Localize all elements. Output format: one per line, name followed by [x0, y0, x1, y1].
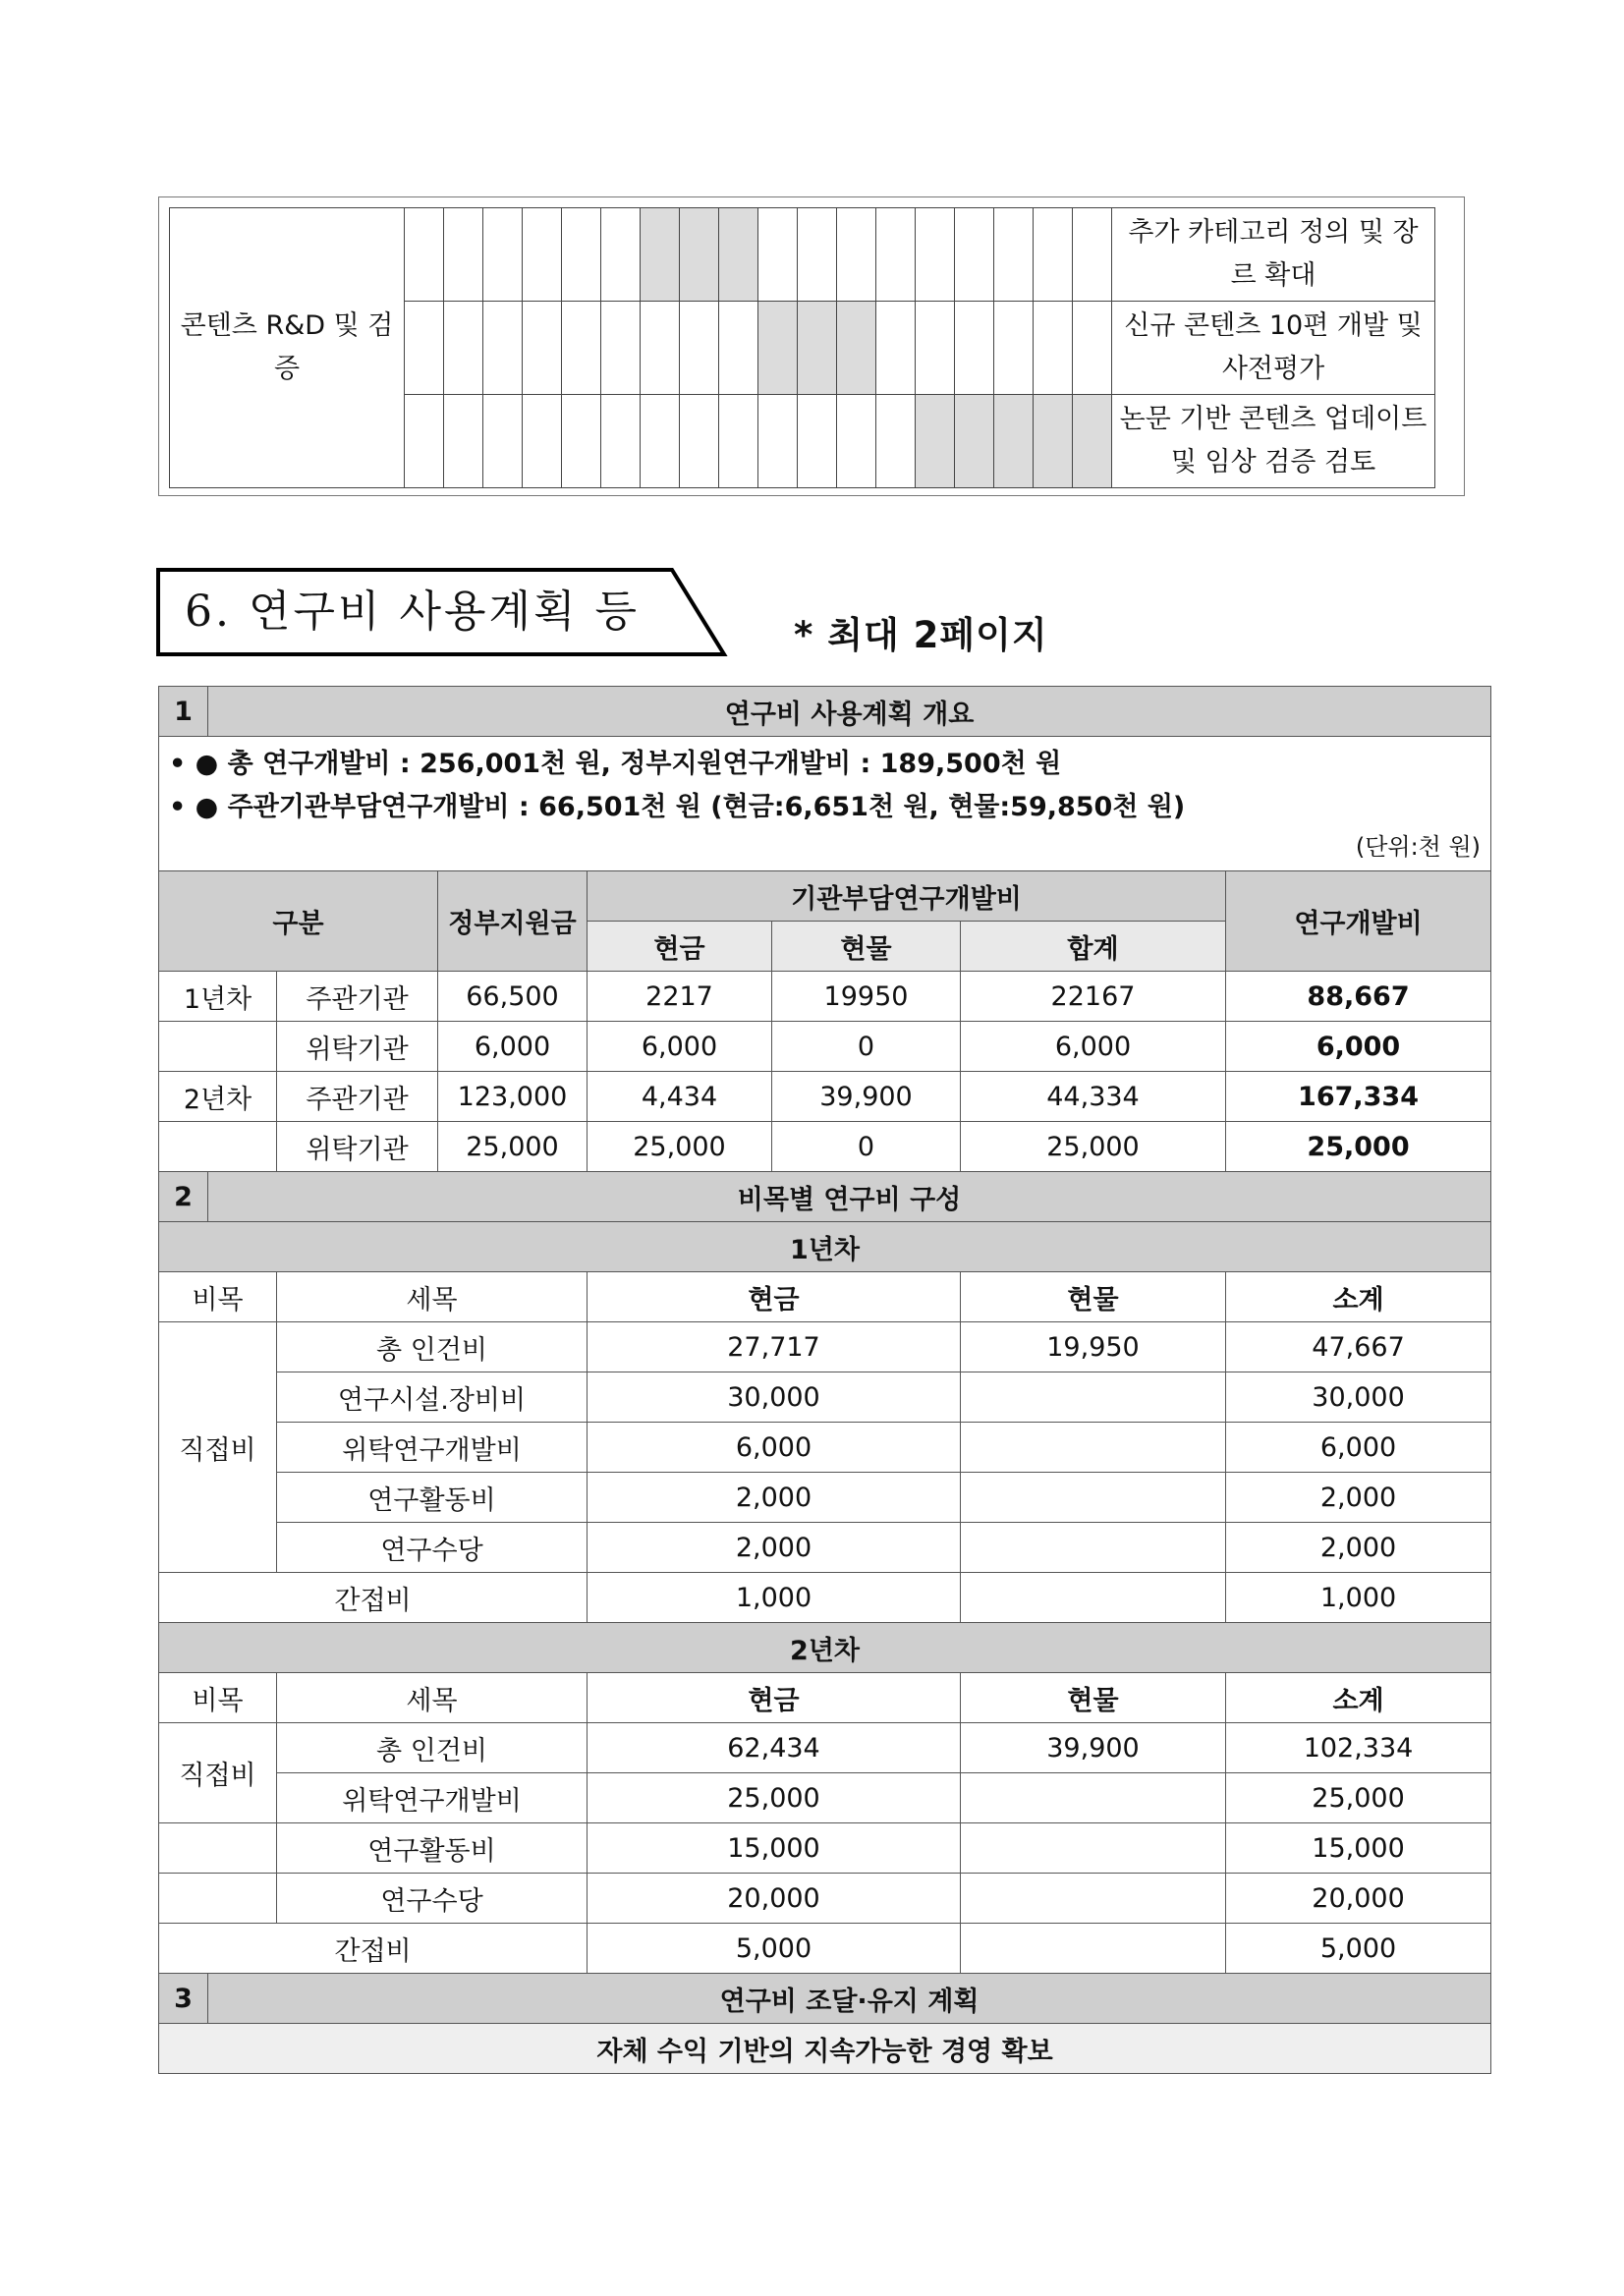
sub-cell: 연구수당	[277, 1523, 588, 1573]
kind-cell: 19,950	[961, 1322, 1226, 1372]
subtotal-cell: 1,000	[1226, 1573, 1491, 1623]
schedule-cell	[876, 395, 916, 488]
subtotal-cell: 102,334	[1226, 1723, 1491, 1773]
cash-cell: 27,717	[588, 1322, 961, 1372]
col-header-cash: 현금	[588, 1673, 961, 1723]
schedule-cell	[483, 208, 523, 302]
schedule-cell	[562, 302, 601, 395]
subtotal-cell: 6,000	[1226, 1423, 1491, 1473]
subtotal-cell: 2,000	[1226, 1523, 1491, 1573]
kind-cell: 39,900	[772, 1072, 961, 1122]
schedule-cell	[719, 395, 758, 488]
subtotal-cell: 30,000	[1226, 1372, 1491, 1423]
org-cell: 주관기관	[277, 1072, 438, 1122]
org-cell: 위탁기관	[277, 1022, 438, 1072]
year2-row	[159, 1723, 1491, 1773]
year1-row	[159, 1523, 1491, 1573]
sum-cell: 44,334	[961, 1072, 1226, 1122]
gov-cell: 123,000	[438, 1072, 588, 1122]
part1-number: 1	[159, 687, 208, 737]
col-header-subtotal: 소계	[1226, 1272, 1491, 1322]
year1-row	[159, 1473, 1491, 1523]
schedule-cell	[994, 302, 1034, 395]
sub-cell: 총 인건비	[277, 1322, 588, 1372]
sub-cell: 연구활동비	[277, 1823, 588, 1874]
kind-cell	[961, 1874, 1226, 1924]
schedule-cell-active	[1073, 395, 1112, 488]
subtotal-cell: 2,000	[1226, 1473, 1491, 1523]
indirect-cost-label: 간접비	[159, 1924, 588, 1974]
year1-label: 1년차	[159, 1222, 1491, 1272]
schedule-cell	[405, 395, 444, 488]
col-header-gov: 정부지원금	[438, 871, 588, 972]
schedule-cell	[562, 395, 601, 488]
schedule-cell	[994, 208, 1034, 302]
schedule-cell	[562, 208, 601, 302]
part1-summary-row	[159, 737, 1491, 871]
gov-cell: 25,000	[438, 1122, 588, 1172]
empty-item-cell	[159, 1874, 277, 1924]
schedule-cell	[405, 208, 444, 302]
section-title: 6. 연구비 사용계획 등	[185, 587, 640, 637]
year1-indirect-row	[159, 1573, 1491, 1623]
schedule-cell-active	[916, 395, 955, 488]
cash-cell: 2217	[588, 972, 772, 1022]
schedule-cell	[837, 395, 876, 488]
year1-row	[159, 1322, 1491, 1372]
schedule-cell	[876, 208, 916, 302]
col-header-total: 연구개발비	[1226, 871, 1491, 972]
part2-title: 비목별 연구비 구성	[208, 1172, 1491, 1222]
kind-cell	[961, 1423, 1226, 1473]
kind-cell	[961, 1372, 1226, 1423]
section-note: * 최대 2페이지	[794, 614, 1048, 656]
sub-cell: 연구시설.장비비	[277, 1372, 588, 1423]
year2-indirect-row	[159, 1924, 1491, 1974]
schedule-cell-active	[1034, 395, 1073, 488]
schedule-cell	[758, 395, 798, 488]
sub-cell: 총 인건비	[277, 1723, 588, 1773]
schedule-table-frame	[158, 196, 1465, 496]
schedule-row	[170, 208, 1435, 302]
cash-cell: 25,000	[588, 1122, 772, 1172]
kind-cell: 0	[772, 1022, 961, 1072]
schedule-cell	[641, 395, 680, 488]
schedule-cell	[444, 395, 483, 488]
schedule-cell-active	[719, 208, 758, 302]
kind-cell: 39,900	[961, 1723, 1226, 1773]
col-header-inst: 기관부담연구개발비	[588, 871, 1226, 922]
direct-cost-label: 직접비	[159, 1723, 277, 1823]
part1-row	[159, 972, 1491, 1022]
schedule-cell	[837, 208, 876, 302]
summary-line-2: • ● 주관기관부담연구개발비 : 66,501천 원 (현금:6,651천 원, 현물:59,850천 원)	[169, 792, 1186, 822]
schedule-cell	[601, 208, 641, 302]
cash-cell: 6,000	[588, 1022, 772, 1072]
col-header-sum: 합계	[961, 922, 1226, 972]
schedule-cell	[955, 208, 994, 302]
sub-cell: 연구활동비	[277, 1473, 588, 1523]
cash-cell: 62,434	[588, 1723, 961, 1773]
year1-row	[159, 1372, 1491, 1423]
total-cell: 88,667	[1226, 972, 1491, 1022]
year1-band	[159, 1222, 1491, 1272]
unit-label: (단위:천 원)	[1355, 833, 1482, 861]
col-header-kind: 현물	[961, 1673, 1226, 1723]
part1-row	[159, 1072, 1491, 1122]
part1-summary	[159, 737, 1491, 871]
cash-cell: 4,434	[588, 1072, 772, 1122]
col-header-sub: 세목	[277, 1272, 588, 1322]
year1-row	[159, 1423, 1491, 1473]
sum-cell: 22167	[961, 972, 1226, 1022]
col-header-category: 구분	[159, 871, 438, 972]
gov-cell: 66,500	[438, 972, 588, 1022]
subtotal-cell: 25,000	[1226, 1773, 1491, 1823]
schedule-cell-active	[994, 395, 1034, 488]
total-cell: 25,000	[1226, 1122, 1491, 1172]
sum-cell: 6,000	[961, 1022, 1226, 1072]
kind-cell	[961, 1823, 1226, 1874]
year-cell: 2년차	[159, 1072, 277, 1122]
cash-cell: 2,000	[588, 1473, 961, 1523]
schedule-cell	[523, 302, 562, 395]
cash-cell: 2,000	[588, 1523, 961, 1573]
schedule-cell	[483, 302, 523, 395]
year-cell	[159, 1022, 277, 1072]
schedule-cell	[1073, 302, 1112, 395]
part3-number: 3	[159, 1974, 208, 2024]
budget-table	[158, 686, 1491, 2074]
cash-cell: 1,000	[588, 1573, 961, 1623]
part3-subtitle: 자체 수익 기반의 지속가능한 경영 확보	[159, 2024, 1491, 2074]
schedule-cell	[955, 302, 994, 395]
schedule-cell	[798, 208, 837, 302]
schedule-cell	[641, 302, 680, 395]
schedule-cell-active	[798, 302, 837, 395]
schedule-table	[169, 207, 1435, 488]
col-header-subtotal: 소계	[1226, 1673, 1491, 1723]
schedule-cell-active	[680, 208, 719, 302]
schedule-cell-active	[758, 302, 798, 395]
cash-cell: 20,000	[588, 1874, 961, 1924]
schedule-activity: 논문 기반 콘텐츠 업데이트 및 임상 검증 검토	[1112, 395, 1435, 488]
part1-title: 연구비 사용계획 개요	[208, 687, 1491, 737]
year2-row	[159, 1874, 1491, 1924]
cash-cell: 5,000	[588, 1924, 961, 1974]
year-cell	[159, 1122, 277, 1172]
part1-col-header-row-1	[159, 871, 1491, 922]
total-cell: 6,000	[1226, 1022, 1491, 1072]
schedule-cell	[758, 208, 798, 302]
schedule-cell	[444, 302, 483, 395]
subtotal-cell: 20,000	[1226, 1874, 1491, 1924]
empty-item-cell	[159, 1823, 277, 1874]
schedule-cell	[523, 395, 562, 488]
kind-cell	[961, 1924, 1226, 1974]
cash-cell: 25,000	[588, 1773, 961, 1823]
schedule-cell	[1034, 302, 1073, 395]
part1-row	[159, 1122, 1491, 1172]
col-header-item: 비목	[159, 1673, 277, 1723]
kind-cell	[961, 1473, 1226, 1523]
org-cell: 주관기관	[277, 972, 438, 1022]
schedule-cell-active	[641, 208, 680, 302]
schedule-activity: 신규 콘텐츠 10편 개발 및 사전평가	[1112, 302, 1435, 395]
subtotal-cell: 5,000	[1226, 1924, 1491, 1974]
schedule-cell	[405, 302, 444, 395]
total-cell: 167,334	[1226, 1072, 1491, 1122]
schedule-category: 콘텐츠 R&D 및 검증	[170, 208, 405, 488]
summary-line-1: • ● 총 연구개발비 : 256,001천 원, 정부지원연구개발비 : 189,500천 원	[169, 749, 1062, 779]
year2-row	[159, 1823, 1491, 1874]
schedule-cell	[523, 208, 562, 302]
col-header-item: 비목	[159, 1272, 277, 1322]
kind-cell: 0	[772, 1122, 961, 1172]
sum-cell: 25,000	[961, 1122, 1226, 1172]
kind-cell	[961, 1573, 1226, 1623]
schedule-cell	[680, 395, 719, 488]
part3-title: 연구비 조달·유지 계획	[208, 1974, 1491, 2024]
part1-header-row	[159, 687, 1491, 737]
direct-cost-label: 직접비	[159, 1322, 277, 1573]
schedule-cell	[719, 302, 758, 395]
kind-cell	[961, 1773, 1226, 1823]
part2-number: 2	[159, 1172, 208, 1222]
kind-cell	[961, 1523, 1226, 1573]
col-header-kind: 현물	[772, 922, 961, 972]
schedule-cell	[444, 208, 483, 302]
schedule-cell	[680, 302, 719, 395]
year-cell: 1년차	[159, 972, 277, 1022]
subtotal-cell: 47,667	[1226, 1322, 1491, 1372]
schedule-activity: 추가 카테고리 정의 및 장르 확대	[1112, 208, 1435, 302]
schedule-cell-active	[837, 302, 876, 395]
year1-col-header-row	[159, 1272, 1491, 1322]
cash-cell: 15,000	[588, 1823, 961, 1874]
cash-cell: 6,000	[588, 1423, 961, 1473]
gov-cell: 6,000	[438, 1022, 588, 1072]
year2-col-header-row	[159, 1673, 1491, 1723]
schedule-cell	[1034, 208, 1073, 302]
schedule-cell-active	[955, 395, 994, 488]
kind-cell: 19950	[772, 972, 961, 1022]
org-cell: 위탁기관	[277, 1122, 438, 1172]
schedule-cell	[483, 395, 523, 488]
sub-cell: 연구수당	[277, 1874, 588, 1924]
schedule-cell	[916, 208, 955, 302]
year2-row	[159, 1773, 1491, 1823]
col-header-sub: 세목	[277, 1673, 588, 1723]
schedule-cell	[601, 302, 641, 395]
schedule-cell	[1073, 208, 1112, 302]
year2-label: 2년차	[159, 1623, 1491, 1673]
col-header-kind: 현물	[961, 1272, 1226, 1322]
part3-header-row	[159, 1974, 1491, 2024]
part3-subtitle-row	[159, 2024, 1491, 2074]
year2-band	[159, 1623, 1491, 1673]
subtotal-cell: 15,000	[1226, 1823, 1491, 1874]
sub-cell: 위탁연구개발비	[277, 1773, 588, 1823]
schedule-cell	[601, 395, 641, 488]
schedule-cell	[876, 302, 916, 395]
part2-header-row	[159, 1172, 1491, 1222]
col-header-cash: 현금	[588, 922, 772, 972]
col-header-cash: 현금	[588, 1272, 961, 1322]
indirect-cost-label: 간접비	[159, 1573, 588, 1623]
schedule-cell	[916, 302, 955, 395]
sub-cell: 위탁연구개발비	[277, 1423, 588, 1473]
cash-cell: 30,000	[588, 1372, 961, 1423]
schedule-cell	[798, 395, 837, 488]
part1-row	[159, 1022, 1491, 1072]
